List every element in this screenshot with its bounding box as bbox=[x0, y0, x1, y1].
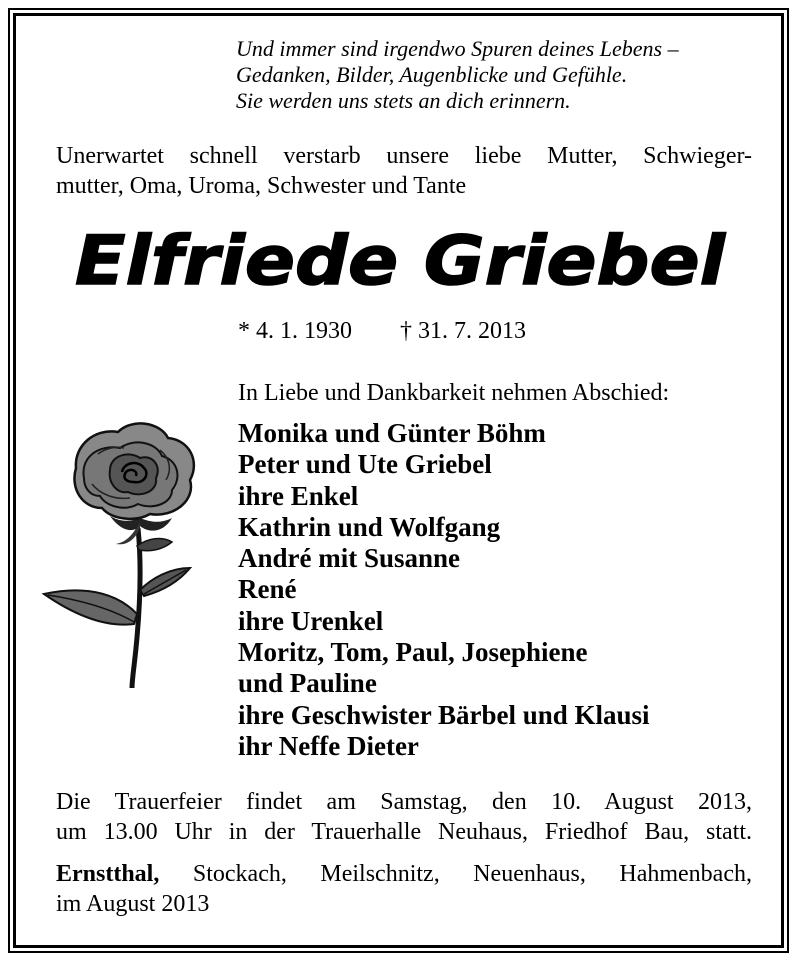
rose-icon bbox=[40, 418, 220, 690]
mourner-line: und Pauline bbox=[238, 668, 377, 699]
deceased-name-text: Elfriede Griebel bbox=[75, 222, 727, 301]
mourner-line: René bbox=[238, 574, 297, 605]
funeral-line: Die Trauerfeier findet am Samstag, den 10. August 2013, bbox=[56, 789, 752, 815]
death-date: † 31. 7. 2013 bbox=[400, 318, 526, 344]
mourner-line: Monika und Günter Böhm bbox=[238, 418, 546, 448]
intro-text bbox=[56, 141, 752, 201]
intro-line: mutter, Oma, Uroma, Schwester und Tante bbox=[56, 173, 467, 199]
places-rest: Stockach, Meilschnitz, Neuenhaus, Hahmenbach, bbox=[159, 861, 752, 887]
intro-line: Unerwartet schnell verstarb unsere liebe Mutter, Schwieger- bbox=[56, 143, 752, 169]
motto-verse bbox=[236, 36, 776, 114]
mourner-line: ihre Enkel bbox=[238, 480, 359, 511]
life-dates bbox=[238, 316, 526, 346]
deceased-name bbox=[68, 222, 733, 312]
mourner-line: Kathrin und Wolfgang bbox=[238, 511, 501, 542]
funeral-notice bbox=[56, 787, 752, 847]
date-line: im August 2013 bbox=[56, 891, 210, 917]
motto-line: Gedanken, Bilder, Augenblicke und Gefühle. bbox=[236, 62, 628, 87]
mourner-line: ihre Geschwister Bärbel und Klausi bbox=[238, 699, 650, 730]
mourner-line: André mit Susanne bbox=[238, 543, 461, 574]
mourner-line: Peter und Ute Griebel bbox=[238, 449, 492, 480]
places-line bbox=[56, 859, 752, 889]
mourner-line: Moritz, Tom, Paul, Josephiene bbox=[238, 637, 588, 668]
place-and-date bbox=[56, 859, 752, 919]
motto-line: Und immer sind irgendwo Spuren deines Lebens – bbox=[236, 36, 679, 61]
mourners-list bbox=[238, 418, 650, 762]
mourner-line: ihre Urenkel bbox=[238, 605, 384, 636]
place-name-bold: Ernstthal, bbox=[56, 861, 160, 887]
motto-line: Sie werden uns stets an dich erinnern. bbox=[236, 88, 571, 113]
funeral-line: um 13.00 Uhr in der Trauerhalle Neuhaus, Friedhof Bau, statt. bbox=[56, 819, 752, 845]
farewell-heading: In Liebe und Dankbarkeit nehmen Abschied: bbox=[238, 380, 670, 406]
mourner-line: ihr Neffe Dieter bbox=[238, 730, 419, 761]
birth-date: * 4. 1. 1930 bbox=[238, 318, 352, 344]
